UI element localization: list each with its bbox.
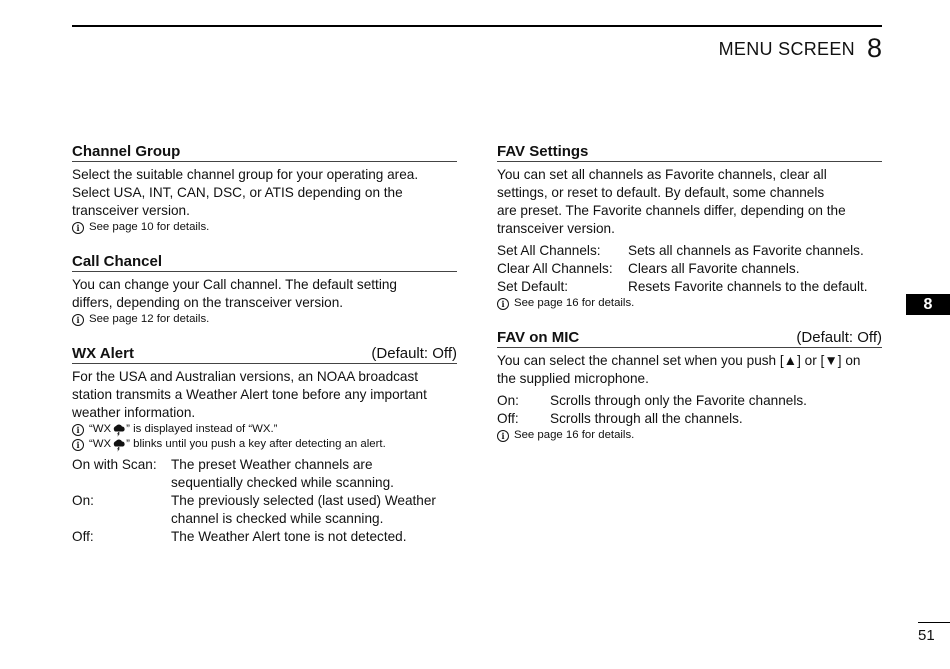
section-heading: [72, 143, 457, 162]
section-heading: [72, 253, 457, 272]
paragraph-line: transceiver version.: [497, 221, 615, 236]
paragraph-line: Select the suitable channel group for your operating area.: [72, 167, 419, 182]
paragraph-line: the supplied microphone.: [497, 371, 649, 386]
option-term: Off:: [497, 411, 519, 426]
section-fav-settings: [497, 143, 882, 311]
page-number: 51: [918, 627, 935, 644]
weather-alert-icon: [111, 438, 126, 452]
option-row: [497, 260, 882, 278]
chapter-header: [719, 34, 882, 62]
option-term: Set Default:: [497, 279, 569, 294]
note: [72, 437, 457, 452]
option-desc: [171, 456, 457, 492]
option-row: [72, 456, 457, 492]
note-text-post: ” blinks until you push a key after detecting an alert.: [126, 438, 386, 450]
paragraph-line: station transmits a Weather Alert tone before any important: [72, 387, 427, 402]
option-desc-line: The previously selected (last used) Weather: [171, 493, 436, 508]
paragraph-line: weather information.: [72, 405, 196, 420]
option-desc: Scrolls through only the Favorite channels.: [550, 393, 807, 408]
option-row: [497, 278, 882, 296]
default-value: (Default: Off): [371, 345, 457, 362]
paragraph-line: transceiver version.: [72, 203, 190, 218]
section-title: FAV Settings: [497, 143, 589, 160]
option-term: Off:: [72, 529, 94, 544]
info-icon: i: [497, 298, 509, 310]
left-column: [72, 143, 457, 564]
option-desc-line: channel is checked while scanning.: [171, 511, 384, 526]
option-desc-line: sequentially checked while scanning.: [171, 475, 394, 490]
section-channel-group: [72, 143, 457, 235]
note-text: See page 16 for details.: [514, 297, 635, 309]
chapter-number: 8: [866, 33, 882, 63]
option-desc: Resets Favorite channels to the default.: [628, 279, 868, 294]
info-icon: i: [72, 439, 84, 451]
weather-alert-icon: [111, 423, 126, 437]
note: [72, 220, 457, 235]
option-term: On:: [497, 393, 519, 408]
option-row: [497, 392, 882, 410]
section-title: WX Alert: [72, 345, 134, 362]
paragraph-line: differs, depending on the transceiver version.: [72, 295, 344, 310]
info-icon: i: [72, 222, 84, 234]
section-heading: [497, 329, 882, 348]
paragraph-line: You can change your Call channel. The default setting: [72, 277, 397, 292]
option-list: [72, 456, 457, 546]
info-icon: i: [497, 430, 509, 442]
section-heading: [497, 143, 882, 162]
section-wx-alert: [72, 345, 457, 546]
option-term: On:: [72, 493, 94, 508]
paragraph-line: For the USA and Australian versions, an NOAA broadcast: [72, 369, 419, 384]
paragraph-line: You can select the channel set when you push [▲] or [▼] on: [497, 353, 861, 368]
option-term: On with Scan:: [72, 457, 157, 472]
option-desc: Scrolls through all the channels.: [550, 411, 743, 426]
note-text: See page 12 for details.: [89, 313, 210, 325]
default-value: (Default: Off): [796, 329, 882, 346]
note: [72, 312, 457, 327]
note-text-pre: “WX: [89, 423, 112, 435]
note-text: See page 10 for details.: [89, 221, 210, 233]
option-desc: Clears all Favorite channels.: [628, 261, 800, 276]
note: [497, 296, 882, 311]
option-list: [497, 392, 882, 428]
paragraph-line: settings, or reset to default. By default, some channels: [497, 185, 825, 200]
info-icon: i: [72, 424, 84, 436]
option-desc: [171, 492, 457, 528]
chapter-title: MENU SCREEN: [718, 39, 855, 59]
paragraph-line: You can set all channels as Favorite channels, clear all: [497, 167, 827, 182]
section-title: FAV on MIC: [497, 329, 580, 346]
option-desc-line: The preset Weather channels are: [171, 457, 373, 472]
note: [72, 422, 457, 437]
option-term: Set All Channels:: [497, 243, 601, 258]
option-desc-line: The Weather Alert tone is not detected.: [171, 529, 407, 544]
info-icon: i: [72, 314, 84, 326]
section-fav-on-mic: [497, 329, 882, 443]
option-desc: [171, 528, 457, 546]
option-row: [497, 410, 882, 428]
option-term: Clear All Channels:: [497, 261, 613, 276]
option-row: [72, 528, 457, 546]
paragraph-line: Select USA, INT, CAN, DSC, or ATIS depending on the: [72, 185, 403, 200]
option-row: [72, 492, 457, 528]
option-list: [497, 242, 882, 296]
right-column: [497, 143, 882, 461]
section-title: Channel Group: [72, 143, 181, 160]
note-text-pre: “WX: [89, 438, 112, 450]
section-title: Call Chancel: [72, 253, 163, 270]
section-call-channel: [72, 253, 457, 327]
paragraph-line: are preset. The Favorite channels differ, depending on the: [497, 203, 846, 218]
top-rule: [72, 25, 882, 27]
option-desc: Sets all channels as Favorite channels.: [628, 243, 864, 258]
note: [497, 428, 882, 443]
note-text-post: ” is displayed instead of “WX.”: [126, 423, 278, 435]
note-text: See page 16 for details.: [514, 429, 635, 441]
page-number-rule: [918, 622, 950, 623]
chapter-side-tab: 8: [906, 294, 950, 315]
section-heading: [72, 345, 457, 364]
option-row: [497, 242, 882, 260]
